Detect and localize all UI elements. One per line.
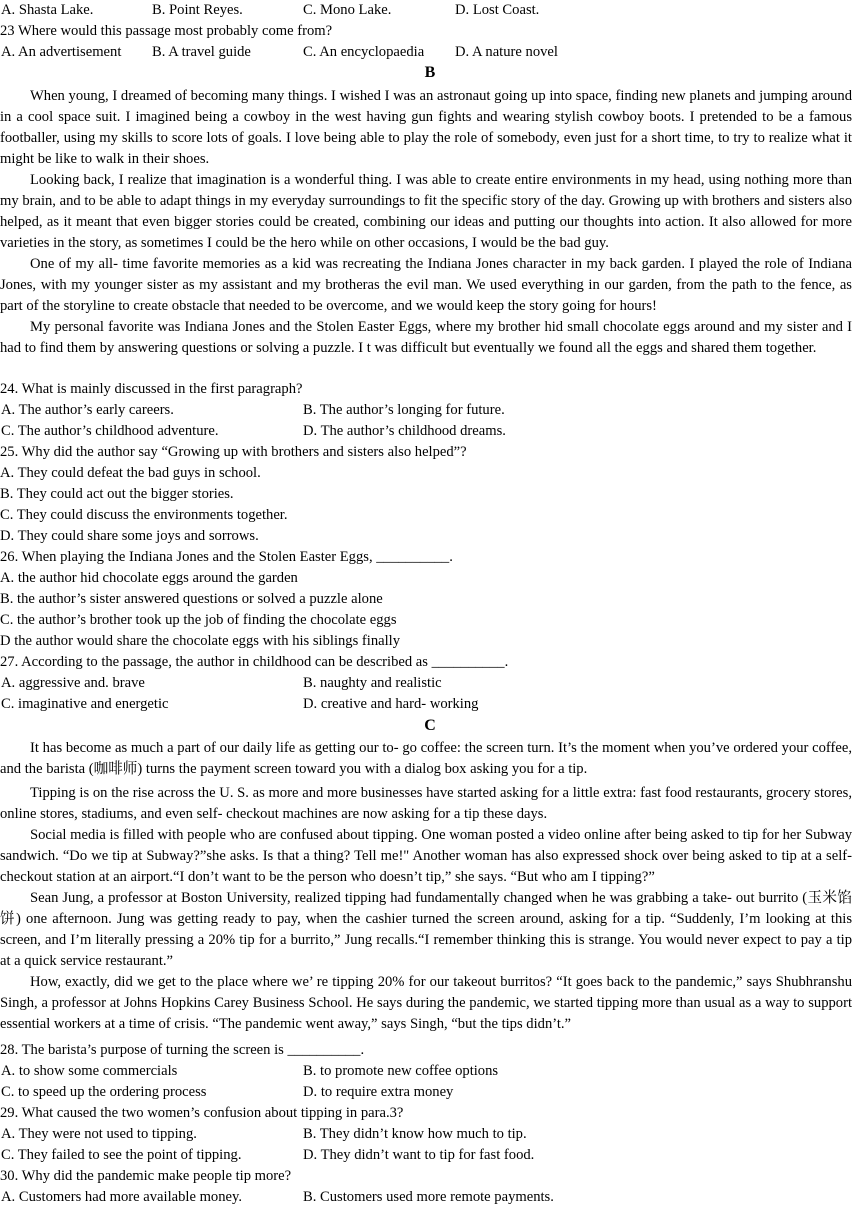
q28-option-c: C. to speed up the ordering process: [1, 1084, 207, 1100]
q26-option-b: B. the author’s sister answered questions or solved a puzzle alone: [0, 591, 383, 607]
question-23: 23 Where would this passage most probably come from?: [0, 23, 333, 39]
q23-option-b: B. A travel guide: [152, 44, 251, 60]
q28-option-a: A. to show some commercials: [1, 1063, 178, 1079]
q23-option-c: C. An encyclopaedia: [303, 44, 425, 60]
q29-option-c: C. They failed to see the point of tipping.: [1, 1147, 242, 1163]
option-a: A. Shasta Lake.: [1, 2, 94, 18]
question-30: 30. Why did the pandemic make people tip more?: [0, 1168, 292, 1184]
q29-option-d: D. They didn’t want to tip for fast food.: [303, 1147, 535, 1163]
passage-c-paragraph-1: It has become as much a part of our daily life as getting our to- go coffee: the screen turn. It’s the moment when you’ve ordered your coffee, and the barista (咖啡师) turns the payment screen toward you with a dialog box asking you for a tip.: [0, 740, 852, 777]
q29-option-b: B. They didn’t know how much to tip.: [303, 1126, 527, 1142]
q24-option-a: A. The author’s early careers.: [1, 402, 174, 418]
passage-c-paragraph-4: Sean Jung, a professor at Boston University, realized tipping had fundamentally changed when he was grabbing a take- out burrito (玉米馅饼) one afternoon. Jung was getting ready to pay, when the cashier turned the screen around, asking for a tip. “Suddenly, I’m looking at this screen, and I’m literally pressing a 20% tip for a burrito,” Jung recalls.“I remember thinking this is strange. You would never expect to pay a tip at a quick service restaurant.”: [0, 890, 852, 969]
passage-c-paragraph-2: Tipping is on the rise across the U. S. as more and more businesses have started asking for a little extra: fast food restaurants, grocery stores, online stores, stadiums, and even self- checkout machines are now asking for a tip these days.: [0, 785, 852, 822]
q30-option-a: A. Customers had more available money.: [1, 1189, 243, 1205]
q25-option-b: B. They could act out the bigger stories.: [0, 486, 234, 502]
passage-c-paragraph-5: How, exactly, did we get to the place where we’ re tipping 20% for our takeout burritos? “It goes back to the pandemic,” says Shubhranshu Singh, a professor at Johns Hopkins Carey Business School. He says during the pandemic, we started tipping more than usual as a way to support essential workers at a time of crisis. “The pandemic went away,” says Singh, “but the tips didn’t.”: [0, 974, 852, 1032]
q25-option-a: A. They could defeat the bad guys in school.: [0, 465, 261, 481]
question-27: 27. According to the passage, the author in childhood can be described as __________.: [0, 654, 509, 670]
q24-option-b: B. The author’s longing for future.: [303, 402, 505, 418]
passage-b-paragraph-3: One of my all- time favorite memories as a kid was recreating the Indiana Jones character in my back garden. I played the role of Indiana Jones, with my younger sister as my assistant and my brotheras the evil man. We used everything in our garden, from the path to the fence, as part of the storyline to create obstacle that needed to be overcome, and we would keep the story going for hours!: [0, 256, 852, 314]
passage-b-paragraph-4: My personal favorite was Indiana Jones and the Stolen Easter Eggs, where my brother hid small chocolate eggs around and my sister and I had to find them by answering questions or solving a puzzle. I t was difficult but eventually we found all the eggs and shared them together.: [0, 319, 852, 356]
section-c-title: C: [424, 717, 436, 734]
passage-b-paragraph-1: When young, I dreamed of becoming many things. I wished I was an astronaut going up into space, finding new planets and jumping around in a cool space suit. I imagined being a cowboy in the west having gun fights and wearing stylish cowboy boots. I pretended to be a famous footballer, using my skills to score lots of goals. I love being able to play the role of somebody, even just for a short time, to try to realize what it might be like to walk in their shoes.: [0, 88, 852, 167]
q24-option-c: C. The author’s childhood adventure.: [1, 423, 219, 439]
option-c: C. Mono Lake.: [303, 2, 392, 18]
passage-b-paragraph-2: Looking back, I realize that imagination is a wonderful thing. I was able to create entire environments in my head, using nothing more than my brain, and to be able to adapt things in my everyday surroundings to fit the specific story of the day. Growing up with brothers and sisters also helped, as it meant that even bigger stories could be created, combining our ideas and putting our thoughts into action. It also allowed for more varieties in the story, as sometimes I could be the hero while on other occasions, I would be the bad guy.: [0, 172, 852, 251]
passage-c-paragraph-3: Social media is filled with people who are confused about tipping. One woman posted a video online after being asked to tip for her Subway sandwich. “Do we tip at Subway?”she asks. Is that a thing? Tell me!" Another woman has also expressed shock over being asked to tip at a self- checkout station at an airport.“I don’t want to be the person who doesn’t tip,” she says. “But who am I tipping?”: [0, 827, 852, 885]
q26-option-a: A. the author hid chocolate eggs around the garden: [0, 570, 298, 586]
q27-option-d: D. creative and hard- working: [303, 696, 479, 712]
q24-option-d: D. The author’s childhood dreams.: [303, 423, 506, 439]
option-b: B. Point Reyes.: [152, 2, 243, 18]
question-29: 29. What caused the two women’s confusion about tipping in para.3?: [0, 1105, 404, 1121]
question-24: 24. What is mainly discussed in the first paragraph?: [0, 381, 303, 397]
q29-option-a: A. They were not used to tipping.: [1, 1126, 197, 1142]
q30-option-b: B. Customers used more remote payments.: [303, 1189, 554, 1205]
q23-option-d: D. A nature novel: [455, 44, 558, 60]
question-26: 26. When playing the Indiana Jones and the Stolen Easter Eggs, __________.: [0, 549, 453, 565]
question-28: 28. The barista’s purpose of turning the screen is __________.: [0, 1042, 365, 1058]
question-25: 25. Why did the author say “Growing up with brothers and sisters also helped”?: [0, 444, 467, 460]
q23-option-a: A. An advertisement: [1, 44, 122, 60]
q26-option-c: C. the author’s brother took up the job of finding the chocolate eggs: [0, 612, 397, 628]
q27-option-c: C. imaginative and energetic: [1, 696, 169, 712]
section-b-title: B: [424, 64, 436, 81]
q25-option-c: C. They could discuss the environments together.: [0, 507, 288, 523]
q27-option-b: B. naughty and realistic: [303, 675, 442, 691]
q25-option-d: D. They could share some joys and sorrows.: [0, 528, 259, 544]
q28-option-b: B. to promote new coffee options: [303, 1063, 499, 1079]
q27-option-a: A. aggressive and. brave: [1, 675, 145, 691]
q28-option-d: D. to require extra money: [303, 1084, 454, 1100]
q26-option-d: D the author would share the chocolate eggs with his siblings finally: [0, 633, 401, 649]
option-d: D. Lost Coast.: [455, 2, 540, 18]
